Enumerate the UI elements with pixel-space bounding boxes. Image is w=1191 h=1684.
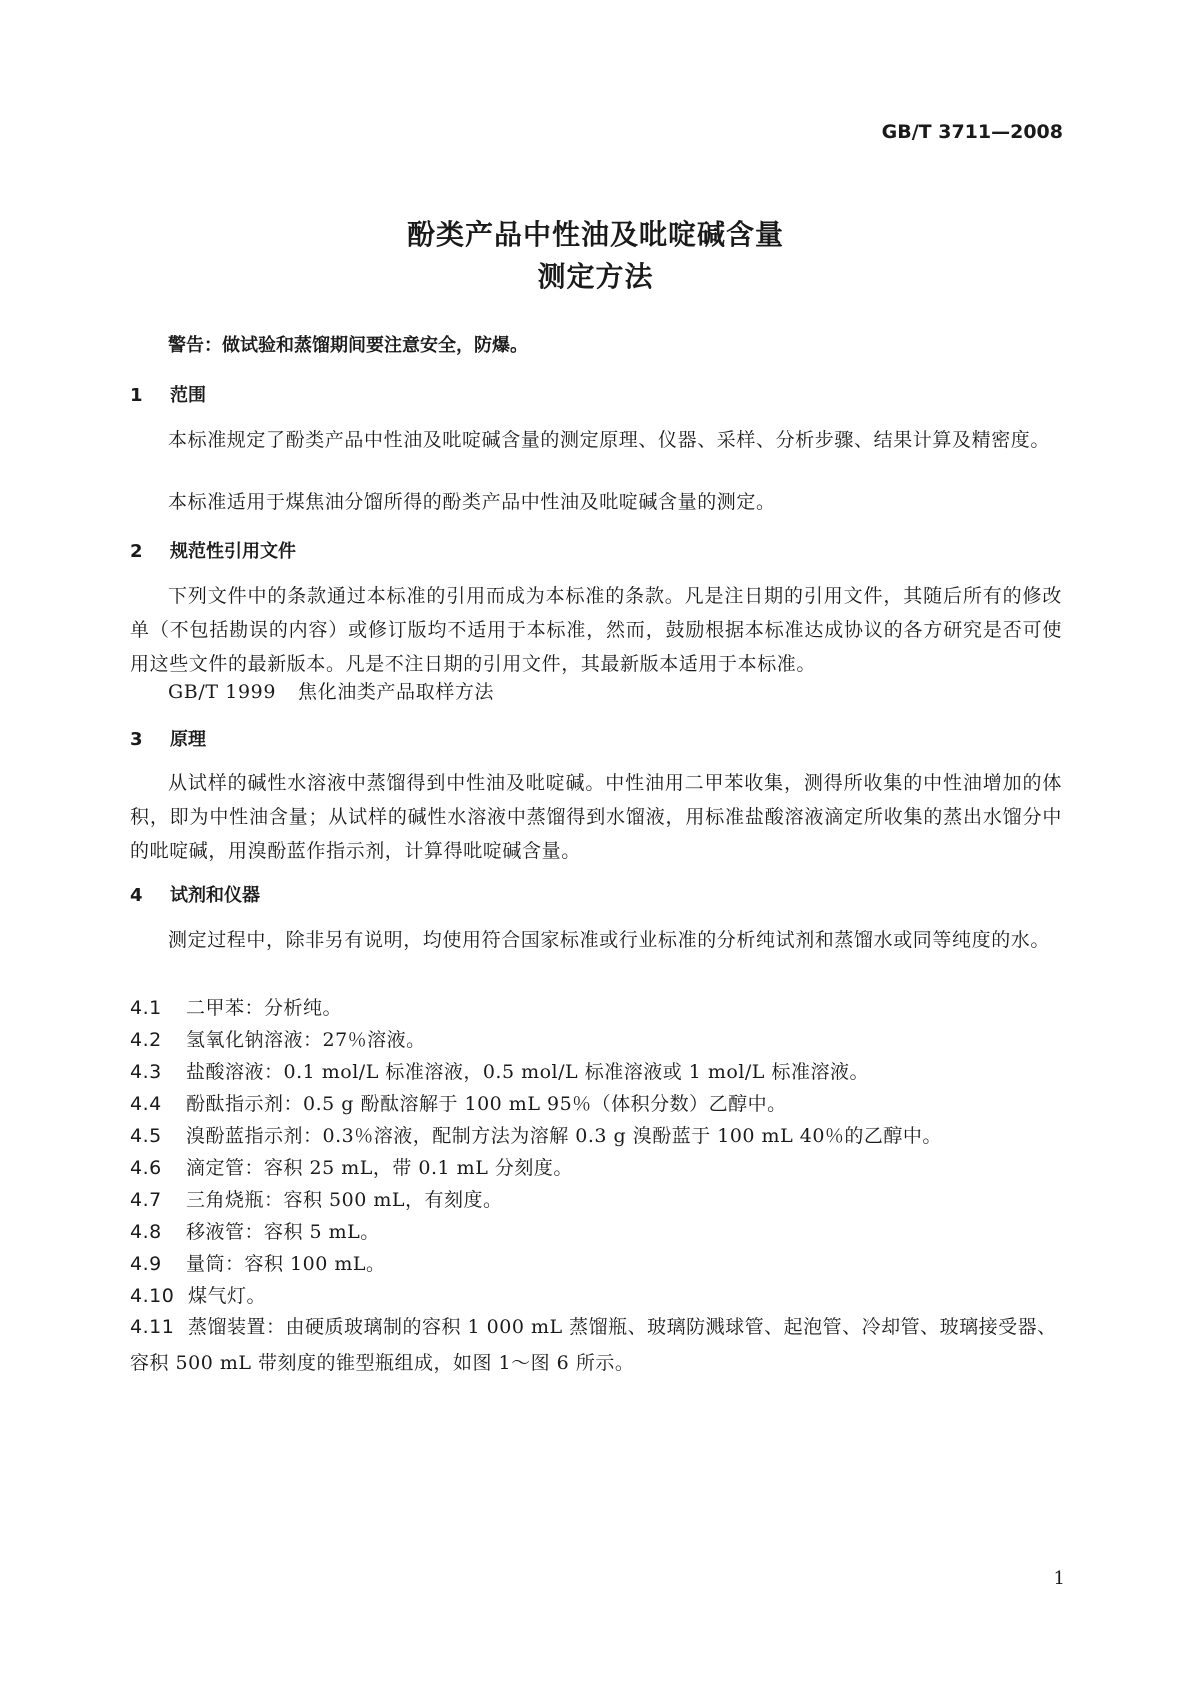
normative-reference (168, 677, 494, 704)
list-item-4-7 (130, 1185, 502, 1212)
list-item-4-2 (130, 1025, 426, 1052)
list-item-4-1 (130, 993, 342, 1020)
item-number: 4.10 (130, 1285, 175, 1307)
item-text: 量筒：容积 100 mL。 (186, 1253, 386, 1275)
section-number: 1 (130, 385, 143, 406)
list-item-4-10 (130, 1281, 266, 1308)
section-title: 试剂和仪器 (170, 885, 260, 906)
section-1-heading (130, 381, 206, 407)
item-text: 氢氧化钠溶液：27％溶液。 (186, 1029, 426, 1051)
section-number: 2 (130, 541, 143, 562)
item-text: 煤气灯。 (188, 1285, 267, 1307)
section-number: 3 (130, 729, 143, 750)
page-number: 1 (1053, 1568, 1065, 1589)
item-text: 酚酞指示剂：0.5 g 酚酞溶解于 100 mL 95％（体积分数）乙醇中。 (186, 1093, 787, 1115)
list-item-4-6 (130, 1153, 573, 1180)
reference-code: GB/T 1999 (168, 681, 277, 703)
section-4-paragraph-1: 测定过程中，除非另有说明，均使用符合国家标准或行业标准的分析纯试剂和蒸馏水或同等纯度的水。 (168, 929, 1051, 951)
section-3-heading (130, 725, 206, 751)
item-text: 蒸馏装置：由硬质玻璃制的容积 1 000 mL 蒸馏瓶、玻璃防溅球管、起泡管、冷却管、玻璃接受器、容积 500 mL 带刻度的锥型瓶组成，如图 1～图 6 所示。 (130, 1316, 1057, 1374)
list-item-4-5 (130, 1121, 942, 1148)
section-2-heading (130, 537, 296, 563)
item-number: 4.11 (130, 1316, 175, 1338)
item-text: 二甲苯：分析纯。 (186, 997, 343, 1019)
standard-number: GB/T 3711—2008 (881, 121, 1063, 143)
item-number: 4.3 (130, 1061, 162, 1083)
item-text: 三角烧瓶：容积 500 mL，有刻度。 (186, 1189, 503, 1211)
item-number: 4.8 (130, 1221, 162, 1243)
section-2-paragraph-1: 下列文件中的条款通过本标准的引用而成为本标准的条款。凡是注日期的引用文件，其随后所有的修改单（不包括勘误的内容）或修订版均不适用于本标准，然而，鼓励根据本标准达成协议的各方研究是否可使用这些文件的最新版本。凡是不注日期的引用文件，其最新版本适用于本标准。 (130, 585, 1062, 675)
warning-text: 警告：做试验和蒸馏期间要注意安全，防爆。 (168, 335, 528, 356)
item-text: 溴酚蓝指示剂：0.3％溶液，配制方法为溶解 0.3 g 溴酚蓝于 100 mL 40％的乙醇中。 (186, 1125, 942, 1147)
section-4-heading (130, 881, 260, 907)
section-number: 4 (130, 885, 143, 906)
item-number: 4.1 (130, 997, 162, 1019)
item-number: 4.9 (130, 1253, 162, 1275)
list-item-4-8 (130, 1217, 380, 1244)
section-title: 原理 (170, 729, 206, 750)
section-1-paragraph-1: 本标准规定了酚类产品中性油及吡啶碱含量的测定原理、仪器、采样、分析步骤、结果计算及精密度。 (168, 429, 1051, 451)
item-number: 4.2 (130, 1029, 162, 1051)
section-1-paragraph-2: 本标准适用于煤焦油分馏所得的酚类产品中性油及吡啶碱含量的测定。 (168, 491, 776, 513)
item-number: 4.6 (130, 1157, 162, 1179)
section-3-paragraph-1: 从试样的碱性水溶液中蒸馏得到中性油及吡啶碱。中性油用二甲苯收集，测得所收集的中性油增加的体积，即为中性油含量；从试样的碱性水溶液中蒸馏得到水馏液，用标准盐酸溶液滴定所收集的蒸出水馏分中的吡啶碱，用溴酚蓝作指示剂，计算得吡啶碱含量。 (130, 772, 1062, 862)
list-item-4-3 (130, 1057, 869, 1084)
section-title: 范围 (170, 385, 206, 406)
list-item-4-9 (130, 1249, 385, 1276)
item-text: 移液管：容积 5 mL。 (186, 1221, 380, 1243)
document-title-line-2: 测定方法 (537, 260, 654, 293)
reference-title: 焦化油类产品取样方法 (298, 681, 495, 703)
document-title-line-1: 酚类产品中性油及吡啶碱含量 (406, 218, 784, 251)
list-item-4-4 (130, 1089, 787, 1116)
item-text: 滴定管：容积 25 mL，带 0.1 mL 分刻度。 (186, 1157, 573, 1179)
item-number: 4.7 (130, 1189, 162, 1211)
item-number: 4.5 (130, 1125, 162, 1147)
item-text: 盐酸溶液：0.1 mol/L 标准溶液，0.5 mol/L 标准溶液或 1 mol/L 标准溶液。 (186, 1061, 869, 1083)
section-title: 规范性引用文件 (170, 541, 296, 562)
item-number: 4.4 (130, 1093, 162, 1115)
list-item-4-11 (130, 1309, 1062, 1381)
